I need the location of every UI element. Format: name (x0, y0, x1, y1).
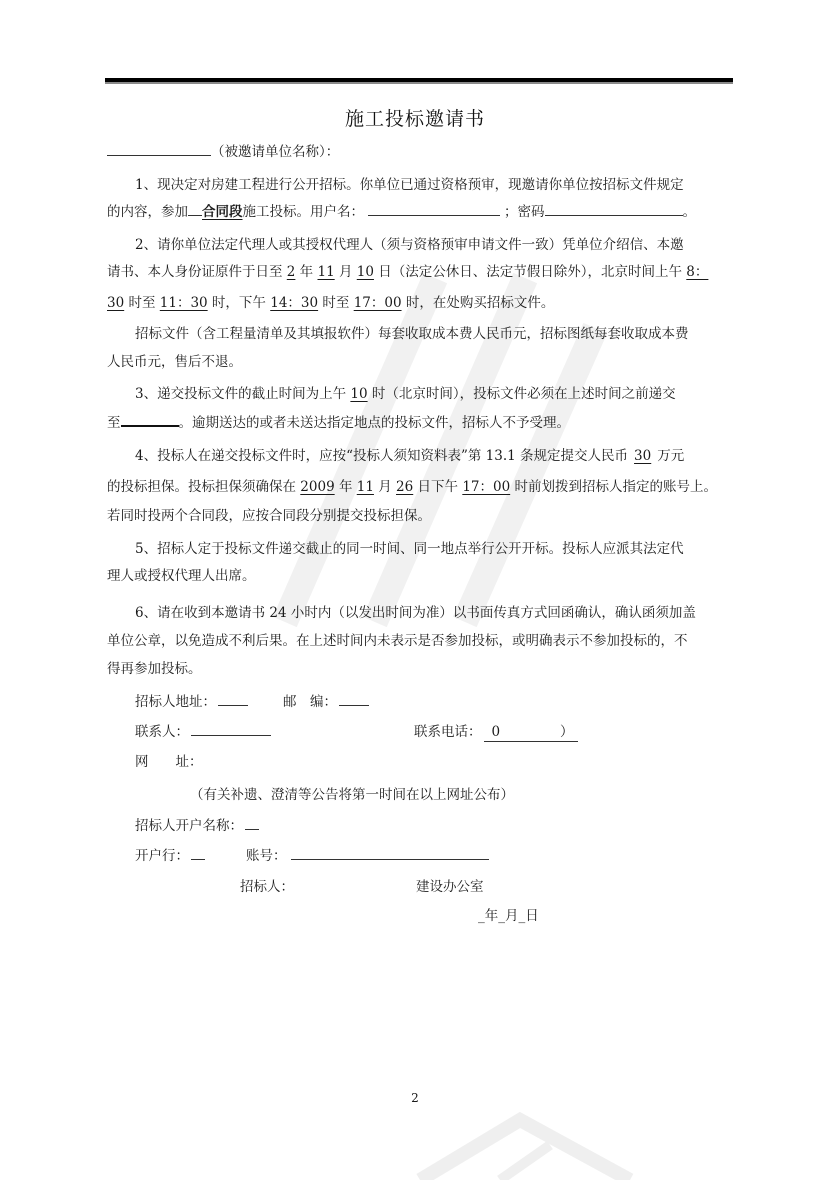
am-end-time: 11：30 (159, 295, 208, 311)
account-name-label: 招标人开户名称： (135, 818, 243, 834)
postcode-field[interactable] (339, 693, 369, 706)
purchase-month: 11 (317, 264, 335, 280)
section-blank[interactable] (188, 203, 202, 216)
paragraph-4-line-3: 若同时投两个合同段，应按合同段分别提交投标担保。 (107, 508, 431, 524)
contact-person-row (135, 723, 271, 741)
phone-close-paren: ） (560, 724, 574, 740)
p4-text-a: 4、投标人在递交投标文件时，应按“投标人须知资料表”第 13.1 条规定提交人民币 (135, 448, 629, 464)
watermark-logo-icon (230, 230, 650, 650)
paragraph-2-line-3 (107, 294, 554, 312)
submission-location-field[interactable] (121, 413, 179, 427)
address-field[interactable] (218, 693, 248, 706)
address-row (135, 693, 248, 711)
paragraph-4-line-2 (107, 478, 717, 496)
p2-text-to-1: 时至 (124, 295, 160, 311)
p4-day-unit: 日下午 (413, 479, 463, 495)
bond-time: 17：00 (462, 479, 511, 495)
paragraph-3-line-1 (135, 385, 676, 403)
p4-text-end: 时前划拨到招标人指定的账号上。 (510, 479, 717, 495)
paragraph-1-line-1: 1、现决定对房建工程进行公开招标。你单位已通过资格预审，现邀请你单位按招标文件规定 (135, 177, 684, 193)
paragraph-5-line-1: 5、招标人定于投标文件递交截止的同一时间、同一地点举行公开开标。投标人应派其法定代 (135, 541, 684, 557)
deadline-hour: 10 (350, 386, 368, 402)
p2-text-end: 时，在处购买招标文件。 (401, 295, 555, 311)
p4-year-unit: 年 (334, 479, 357, 495)
bank-row (135, 847, 205, 865)
paragraph-1-line-2 (107, 203, 696, 221)
username-label: 施工投标。用户名： (242, 204, 364, 220)
tenderer-name: 建设办公室 (416, 879, 484, 895)
paragraph-3-line-2 (107, 413, 570, 432)
bond-day: 26 (396, 479, 414, 495)
invitee-name-field[interactable] (107, 143, 211, 156)
p2-text-to-2: 时至 (318, 295, 354, 311)
p4-month-unit: 月 (373, 479, 397, 495)
paragraph-6-line-3: 得再参加投标。 (107, 661, 202, 677)
phone-field[interactable] (484, 723, 578, 742)
contact-person-field[interactable] (191, 723, 271, 736)
bid-bond-amount: 30 (634, 448, 652, 464)
p1-text-a: 的内容，参加 (107, 204, 188, 220)
signature-date: _年_月_日 (478, 908, 539, 924)
fee-paragraph-line-2: 人民币元，售后不退。 (107, 354, 242, 370)
phone-row (414, 723, 578, 742)
contract-section: 合同段 (202, 204, 243, 220)
p4-text-unit: 万元 (657, 448, 685, 464)
page-number: 2 (411, 1091, 419, 1105)
purchase-year: 2 (286, 264, 296, 280)
paragraph-4-line-1 (135, 447, 684, 465)
contact-person-label: 联系人： (135, 724, 189, 740)
postcode-row (283, 693, 369, 711)
pm-start-time: 14：30 (270, 295, 319, 311)
bank-field[interactable] (191, 847, 205, 860)
password-label: ；密码 (504, 204, 545, 220)
account-name-field[interactable] (245, 817, 259, 830)
p3-text-rest: 。逾期送达的或者未送达指定地点的投标文件，招标人不予受理。 (178, 415, 570, 431)
website-label: 网 址： (135, 754, 203, 770)
website-row (135, 753, 203, 771)
address-label: 招标人地址： (135, 694, 216, 710)
password-field[interactable] (545, 203, 683, 216)
username-field[interactable] (368, 203, 500, 216)
am-start-minute: 30 (107, 295, 125, 311)
watermark-bottom-icon (400, 1110, 660, 1180)
fee-paragraph-line-1: 招标文件（含工程量清单及其填报软件）每套收取成本费人民币元，招标图纸每套收取成本费 (135, 326, 689, 342)
p2-month-unit: 月 (334, 264, 357, 280)
account-number-label: 账号： (246, 848, 287, 864)
p2-text-d: 日（法定公休日、法定节假日除外），北京时间上午 (373, 264, 687, 280)
paragraph-6-line-1: 6、请在收到本邀请书 24 小时内（以发出时间为准）以书面传真方式回函确认，确认函须加盖 (135, 605, 696, 621)
account-number-field[interactable] (291, 847, 489, 860)
header-rule-shadow (105, 82, 733, 84)
p2-year-unit: 年 (295, 264, 318, 280)
tenderer-label: 招标人： (240, 879, 294, 895)
p3-text-a: 3、递交投标文件的截止时间为上午 (135, 386, 351, 402)
p1-period: 。 (682, 204, 696, 220)
phone-label: 联系电话： (414, 724, 482, 740)
document-title: 施工投标邀请书 (344, 108, 485, 130)
p3-text-to: 至 (107, 415, 121, 431)
p4-text-b: 的投标担保。投标担保须确保在 (107, 479, 301, 495)
addressee-line (107, 143, 339, 161)
bond-year: 2009 (300, 479, 335, 495)
bond-month: 11 (356, 479, 374, 495)
paragraph-6-line-2: 单位公章，以免造成不利后果。在上述时间内未表示是否参加投标，或明确表示不参加投标的，不 (107, 633, 688, 649)
purchase-day: 10 (356, 264, 374, 280)
paragraph-5-line-2: 理人或授权代理人出席。 (107, 568, 256, 584)
phone-area-code: 0 (491, 724, 501, 740)
p2-text-a: 请书、本人身份证原件于日至 (107, 264, 287, 280)
addressee-suffix: （被邀请单位名称）： (211, 144, 340, 160)
p3-text-b: 时（北京时间），投标文件必须在上述时间之前递交 (367, 386, 676, 402)
p2-text-pm: 时，下午 (207, 295, 271, 311)
paragraph-2-line-2 (107, 263, 708, 281)
account-number-row (246, 847, 489, 865)
website-note: （有关补遗、澄清等公告将第一时间在以上网址公布） (190, 787, 514, 803)
bank-label: 开户行： (135, 848, 189, 864)
account-name-row (135, 817, 259, 835)
pm-end-time: 17：00 (353, 295, 402, 311)
am-start-hour: 8： (686, 264, 709, 280)
paragraph-2-line-1: 2、请你单位法定代理人或其授权代理人（须与资格预审申请文件一致）凭单位介绍信、本邀 (135, 237, 684, 253)
postcode-label: 邮 编： (283, 694, 337, 710)
